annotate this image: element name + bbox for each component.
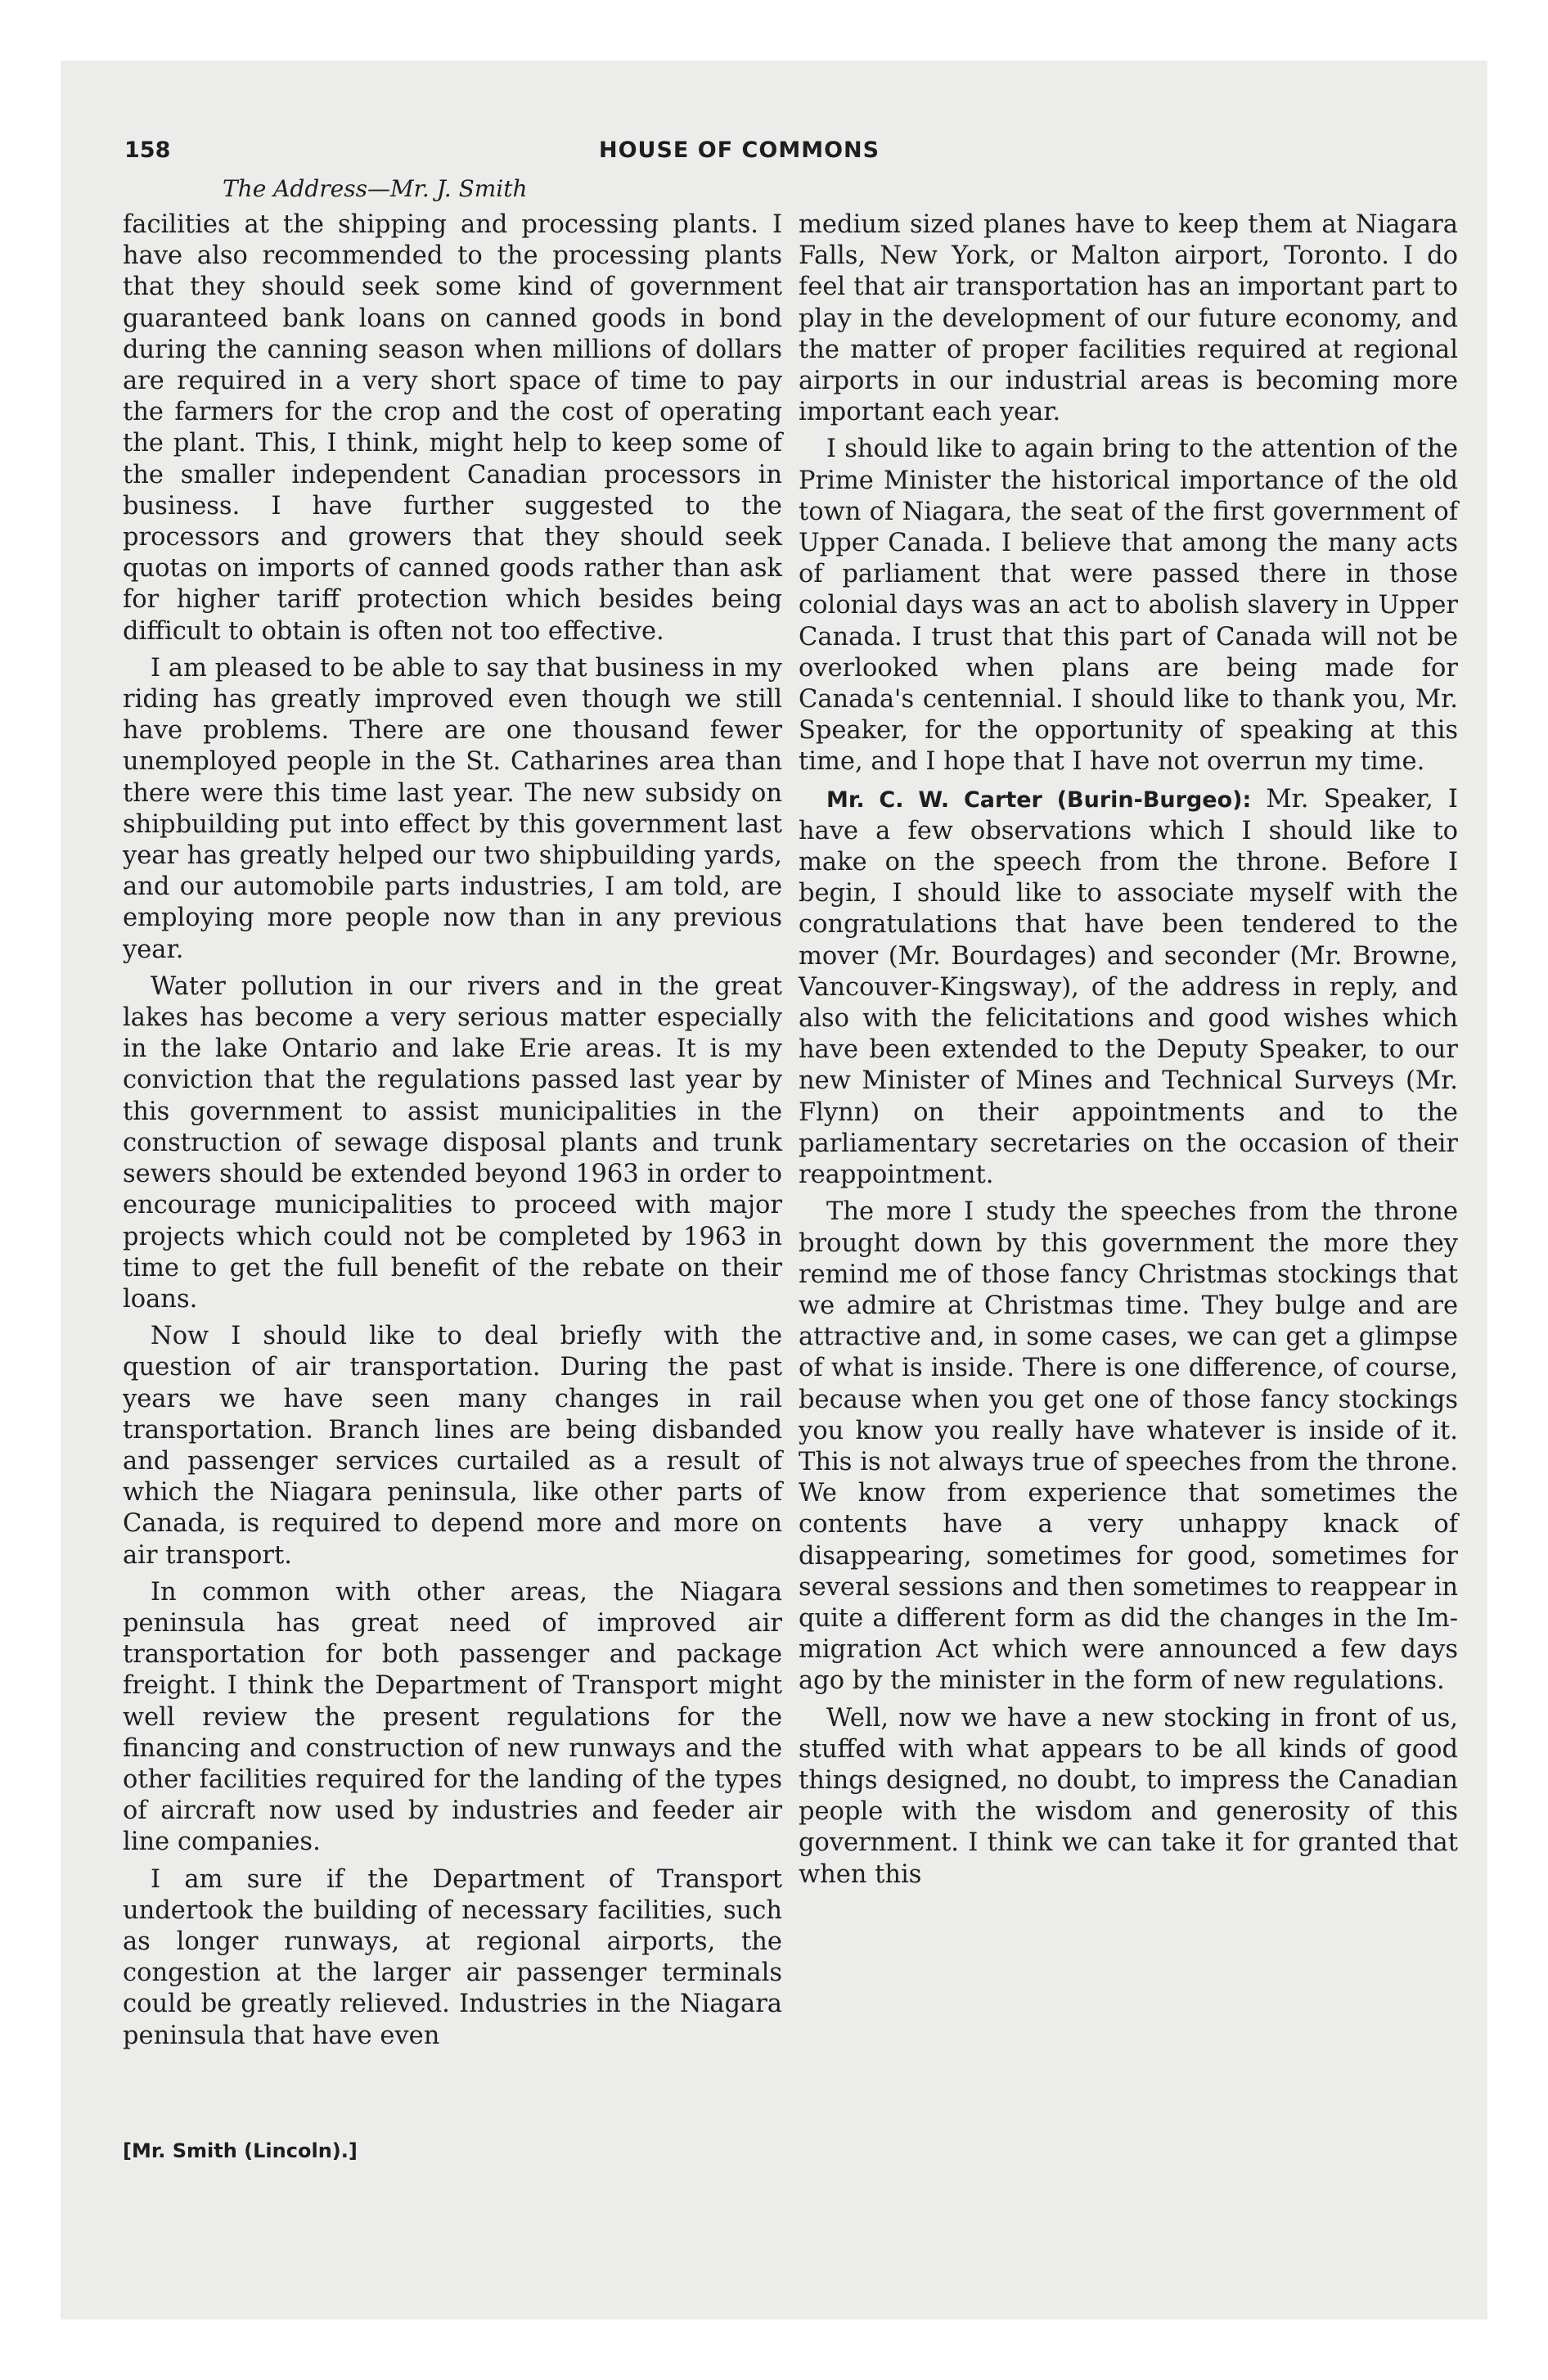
paragraph-text: Mr. Speaker, I have a few observations which I should like to make on the speech from the throne. Before I begin, I should like to associate myself with the congratulations that have been tendered to the mover (Mr. Bourdages) and seconder (Mr. Browne, Vancouver-Kingsway), of the address in reply, and also with the felicitations and good wishes which have been extended to the Deputy Speaker, to our new Minister of Mines and Technical Surveys (Mr. Flynn) on their appointments and to the parliamentary secretaries on the occasion of their reappointment. <box>799 784 1458 1190</box>
paragraph: I should like to again bring to the attention of the Prime Minister the historical importance of the old town of Niagara, the seat of the first government of Upper Canada. I believe that among the many acts of parliament that were passed there in those colonial days was an act to abolish slavery in Upper Canada. I trust that this part of Canada will not be overlooked when plans are being made for Canada's centennial. I should like to thank you, Mr. Speaker, for the opportunity of speaking at this time, and I hope that I have not overrun my time. <box>799 435 1458 777</box>
page-header <box>124 137 1440 175</box>
paragraph: The more I study the speeches from the throne brought down by this government the more they remind me of those fancy Christmas stockings that we admire at Christmas time. They bulge and are attractive and, in some cases, we can get a glimpse of what is inside. There is one difference, of course, because when you get one of those fancy stockings you know you really have whatever is inside of it. This is not always true of speeches from the throne. We know from experience that sometimes the contents have a very unhappy knack of disappearing, sometimes for good, sometimes for several sessions and then sometimes to reappear in quite a different form as did the changes in the Immigration Act which were announced a few days ago by the minister in the form of new regulations. <box>799 1197 1458 1696</box>
page-footer: [Mr. Smith (Lincoln).] <box>123 2139 358 2162</box>
paragraph: I am sure if the Department of Transport undertook the building of necessary facilities, such as longer runways, at regional airports, the congestion at the larger air passenger terminals could be greatly relieved. Industries in the Niagara peninsula that have even <box>123 1864 782 2050</box>
paragraph: In common with other areas, the Niagara peninsula has great need of improved air transportation for both passenger and package freight. I think the Department of Transport might well review the present regulations for the financing and construction of new runways and the other facilities required for the landing of the types of aircraft now used by industries and feeder air line companies. <box>123 1577 782 1857</box>
left-column <box>123 210 782 2058</box>
paragraph: Water pollution in our rivers and in the great lakes has become a very serious matter especially in the lake Ontario and lake Erie areas. It is my conviction that the regulations passed last year by this government to assist municipalities in the construction of sewage disposal plants and trunk sewers should be extended beyond 1963 in order to encourage municipalities to proceed with major projects which could not be completed by 1963 in time to get the full benefit of the rebate on their loans. <box>123 971 782 1314</box>
paragraph: Now I should like to deal briefly with the question of air transportation. During the past years we have seen many changes in rail transportation. Branch lines are being disbanded and passenger services curtailed as a result of which the Niagara peninsula, like other parts of Canada, is required to depend more and more on air transport. <box>123 1322 782 1570</box>
page-number: 158 <box>124 137 171 163</box>
running-title: HOUSE OF COMMONS <box>599 137 880 163</box>
paragraph: facilities at the shipping and processing plants. I have also recommended to the processing plants that they should seek some kind of government guaranteed bank loans on canned goods in bond during the canning season when millions of dollars are required in a very short space of time to pay the farmers for the crop and the cost of operating the plant. This, I think, might help to keep some of the smaller independent Canadian processors in business. I have further suggested to the processors and growers that they should seek quotas on imports of canned goods rather than ask for higher tariff protection which besides being difficult to obtain is often not too effective. <box>123 210 782 646</box>
paragraph: I am pleased to be able to say that business in my riding has greatly improved even though we still have problems. There are one thousand fewer unemployed people in the St. Catharines area than there were this time last year. The new subsidy on shipbuilding put into effect by this government last year has greatly helped our two shipbuilding yards, and our automobile parts industries, I am told, are employing more people now than in any previous year. <box>123 653 782 964</box>
speaker-name: Mr. C. W. Carter (Burin-Burgeo): <box>826 787 1252 813</box>
paragraph: Well, now we have a new stocking in front of us, stuffed with what appears to be all kinds of good things designed, no doubt, to impress the Canadian people with the wisdom and generosity of this government. I think we can take it for granted that when this <box>799 1703 1458 1889</box>
section-subtitle: The Address—Mr. J. Smith <box>223 175 528 202</box>
right-column <box>799 210 1458 1896</box>
speaker-paragraph <box>799 784 1458 1192</box>
paragraph: medium sized planes have to keep them at Niagara Falls, New York, or Malton airport, Toronto. I do feel that air transportation has an important part to play in the development of our future economy, and the matter of proper facilities required at regional airports in our industrial areas is becoming more important each year. <box>799 210 1458 427</box>
